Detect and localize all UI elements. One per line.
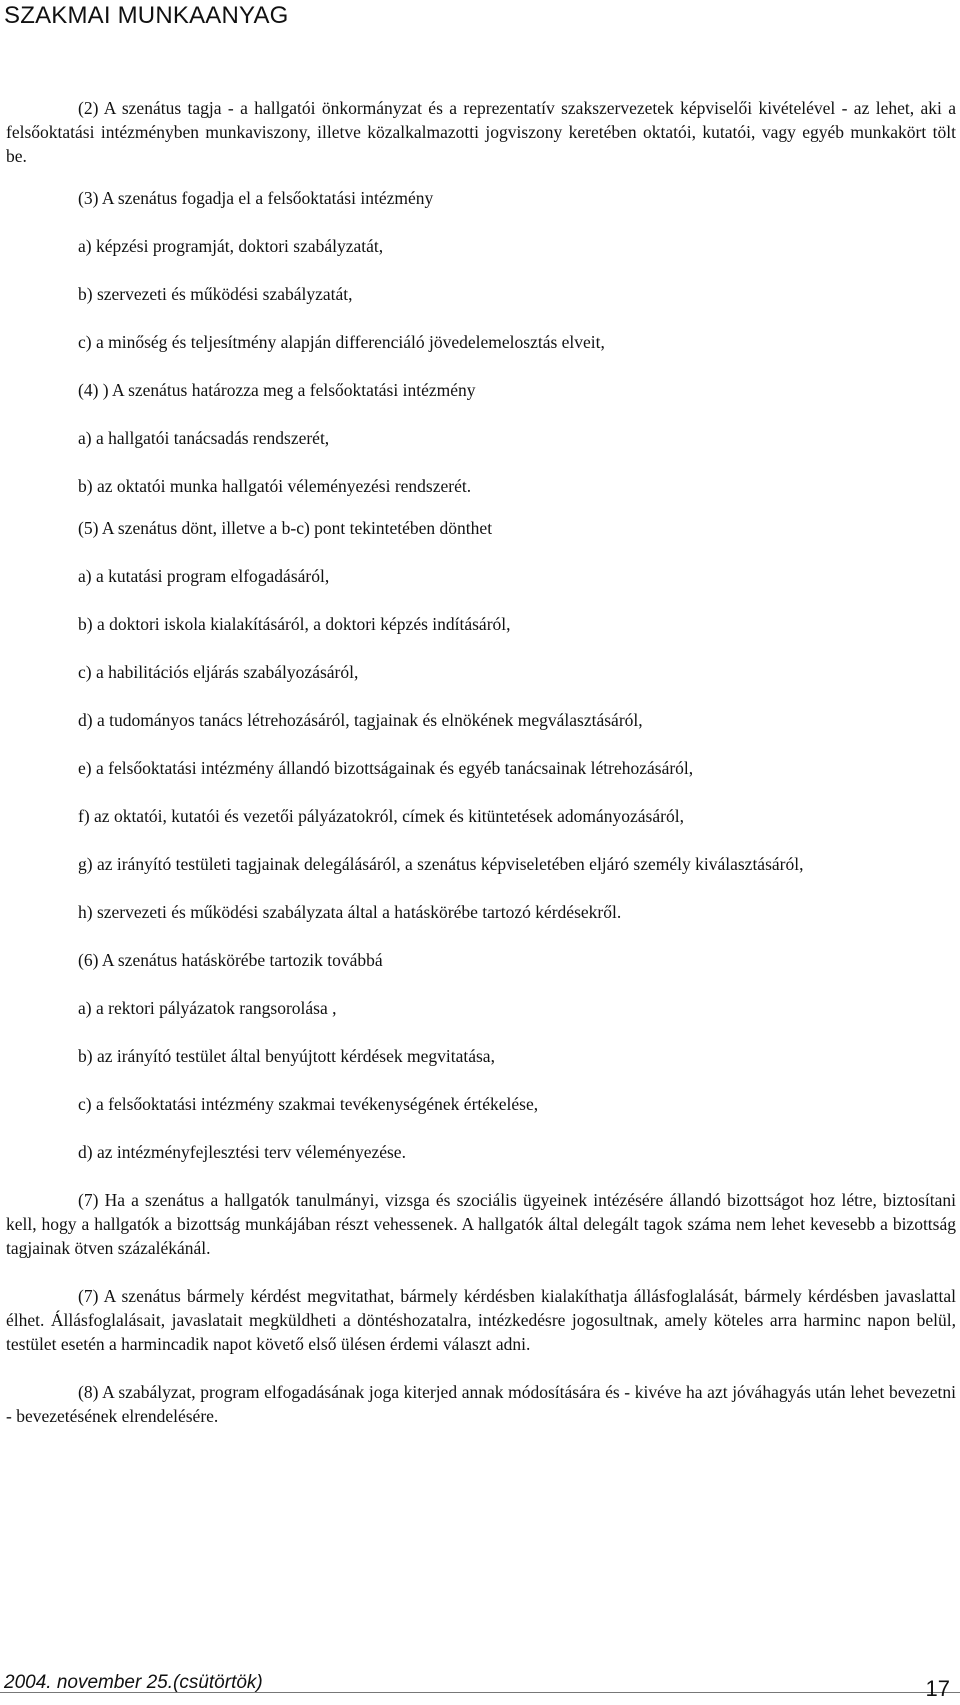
- list-item-6a: a) a rektori pályázatok rangsorolása ,: [78, 998, 337, 1018]
- list-item-5f: f) az oktatói, kutatói és vezetői pályázatokról, címek és kitüntetések adományozásáról,: [78, 806, 684, 826]
- list-item-5g: g) az irányító testületi tagjainak delegálásáról, a szenátus képviseletében eljáró személy kiválasztásáról,: [78, 854, 804, 874]
- list-item-5h: h) szervezeti és működési szabályzata által a hatáskörébe tartozó kérdésekről.: [78, 902, 622, 922]
- paragraph-7-opinion: (7) A szenátus bármely kérdést megvitathat, bármely kérdésben kialakíthatja állásfoglalását, bármely kérdésben javaslattal élhet. Állásfoglalásait, javaslatait megküldheti a döntéshozatalra, intézkedésre jogosultnak, amely köteles arra harminc napon belül, testület esetén a harmincadik napot követő első ülésen érdemi választ adni.: [6, 1286, 956, 1354]
- list-item-5c: c) a habilitációs eljárás szabályozásáról,: [78, 662, 359, 682]
- page-number: 17: [925, 1676, 950, 1701]
- paragraph-5-intro: (5) A szenátus dönt, illetve a b-c) pont tekintetében dönthet: [78, 518, 493, 538]
- document-body: [6, 96, 956, 1428]
- list-item-5d: d) a tudományos tanács létrehozásáról, tagjainak és elnökének megválasztásáról,: [78, 710, 643, 730]
- paragraph-6-intro: (6) A szenátus hatáskörébe tartozik továbbá: [78, 950, 383, 970]
- list-item-5b: b) a doktori iskola kialakításáról, a doktori képzés indításáról,: [78, 614, 511, 634]
- list-item-6c: c) a felsőoktatási intézmény szakmai tevékenységének értékelése,: [78, 1094, 539, 1114]
- list-item-3b: b) szervezeti és működési szabályzatát,: [78, 284, 353, 304]
- paragraph-4-intro: (4) ) A szenátus határozza meg a felsőoktatási intézmény: [78, 380, 476, 400]
- list-item-5a: a) a kutatási program elfogadásáról,: [78, 566, 330, 586]
- page-header-title: SZAKMAI MUNKAANYAG: [4, 2, 289, 29]
- list-item-4b: b) az oktatói munka hallgatói véleményezési rendszerét.: [78, 476, 472, 496]
- list-item-6d: d) az intézményfejlesztési terv véleményezése.: [78, 1142, 406, 1162]
- paragraph-7-committee: (7) Ha a szenátus a hallgatók tanulmányi, vizsga és szociális ügyeinek intézésére állandó bizottságot hoz létre, biztosítani kell, hogy a hallgatók a bizottság munkájában részt vehessenek. A hallgatók által delegált tagok száma nem lehet kevesebb a bizottság tagjainak ötven százalékánál.: [6, 1190, 956, 1258]
- paragraph-2: (2) A szenátus tagja - a hallgatói önkormányzat és a reprezentatív szakszervezetek képviselői kivételével - az lehet, aki a felsőoktatási intézményben munkaviszony, illetve közalkalmazotti jogviszony keretében oktatói, kutatói, vagy egyéb munkakört tölt be.: [6, 98, 956, 166]
- paragraph-8: (8) A szabályzat, program elfogadásának joga kiterjed annak módosítására és - kivéve ha azt jóváhagyás után lehet bevezetni - bevezetésének elrendelésére.: [6, 1382, 956, 1426]
- list-item-4a: a) a hallgatói tanácsadás rendszerét,: [78, 428, 330, 448]
- list-item-5e: e) a felsőoktatási intézmény állandó bizottságainak és egyéb tanácsainak létrehozásáról,: [78, 758, 694, 778]
- list-item-6b: b) az irányító testület által benyújtott kérdések megvitatása,: [78, 1046, 495, 1066]
- list-item-3c: c) a minőség és teljesítmény alapján differenciáló jövedelemelosztás elveit,: [78, 332, 605, 352]
- list-item-3a: a) képzési programját, doktori szabályzatát,: [78, 236, 384, 256]
- paragraph-3-intro: (3) A szenátus fogadja el a felsőoktatási intézmény: [78, 188, 434, 208]
- footer-date: 2004. november 25.(csütörtök): [4, 1672, 263, 1693]
